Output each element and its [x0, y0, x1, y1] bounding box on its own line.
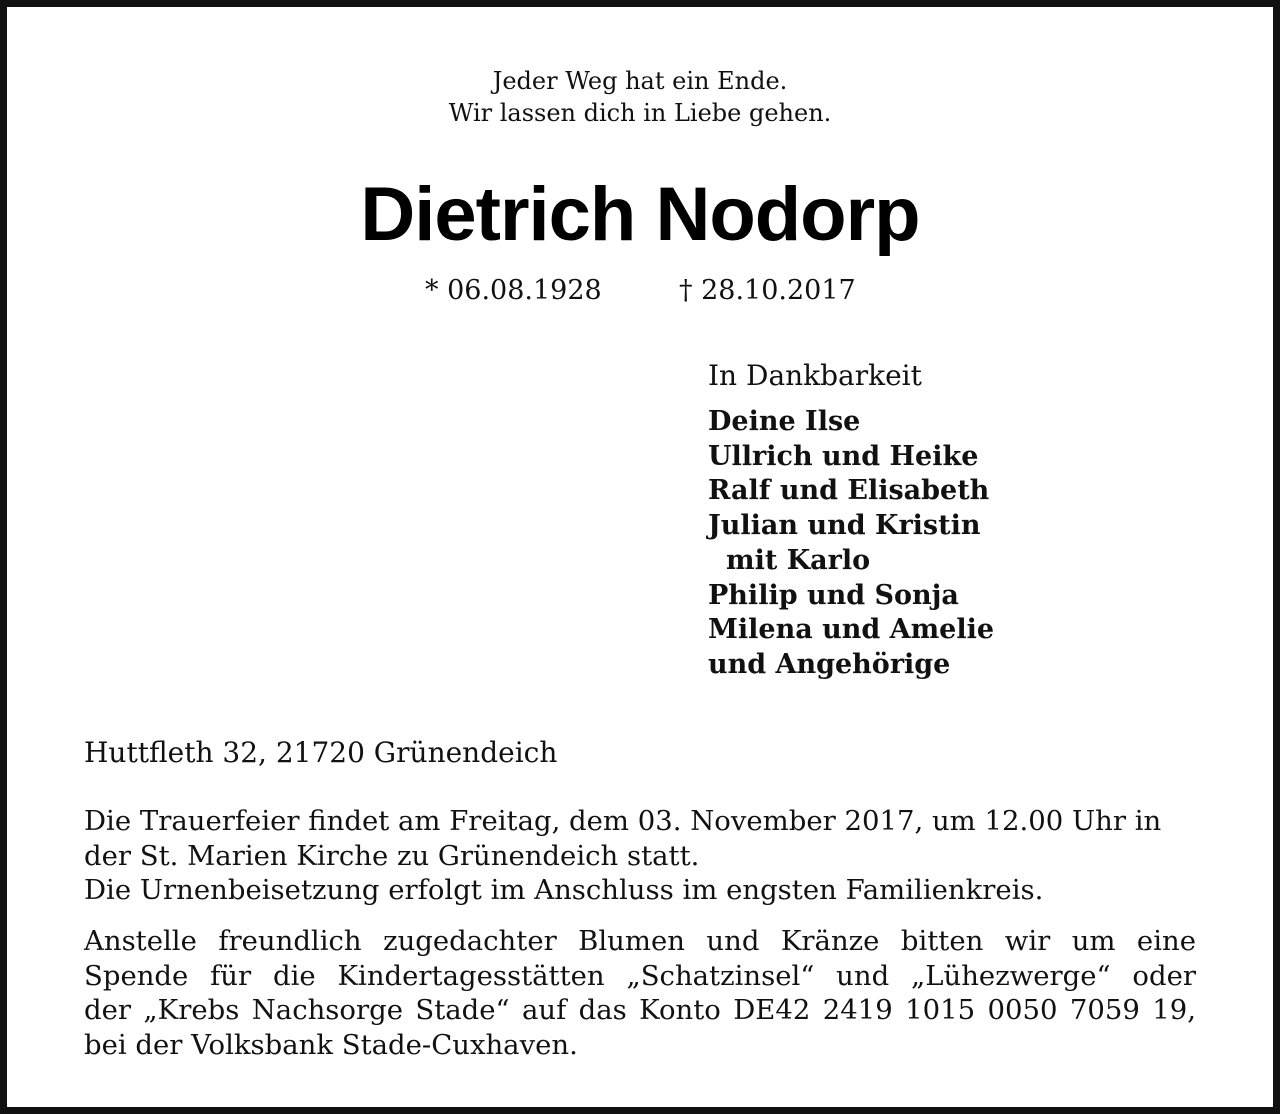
ceremony-line-1: Die Trauerfeier findet am Freitag, dem 03. November 2017, um 12.00 Uhr in — [84, 805, 1162, 837]
donation-paragraph — [84, 924, 1196, 1062]
ceremony-paragraph — [84, 804, 1196, 908]
mourner-item: Deine Ilse — [708, 406, 861, 437]
mourner-item: mit Karlo — [726, 544, 871, 576]
mourner-item: und Angehörige — [708, 648, 951, 680]
mourner-item: Ralf und Elisabeth — [708, 475, 990, 507]
address: Huttfleth 32, 21720 Grünendeich — [84, 736, 558, 769]
mourner-item: Julian und Kristin — [708, 510, 981, 542]
motto-line-2: Wir lassen dich in Liebe gehen. — [448, 99, 832, 127]
ceremony-line-2: der St. Marien Kirche zu Grünendeich statt. — [84, 839, 700, 872]
thanks-heading: In Dankbarkeit — [708, 359, 922, 392]
deceased-name: Dietrich Nodorp — [360, 172, 920, 257]
ceremony-line-3: Die Urnenbeisetzung erfolgt im Anschluss im engsten Familienkreis. — [84, 874, 1044, 906]
motto — [7, 65, 1273, 129]
donation-line-2: Spende für die Kindertagesstätten „Schatzinsel“ und „Lühezwerge“ oder — [84, 959, 1196, 992]
donation-line-3: der „Krebs Nachsorge Stade“ auf das Konto DE42 2419 1015 0050 7059 19, — [84, 994, 1196, 1026]
mourner-item: Ullrich und Heike — [708, 440, 979, 472]
birth-date: * 06.08.1928 — [425, 275, 602, 306]
donation-line-4: bei der Volksbank Stade-Cuxhaven. — [84, 1028, 578, 1061]
mourner-item: Philip und Sonja — [708, 579, 959, 611]
motto-line-1: Jeder Weg hat ein Ende. — [492, 67, 788, 95]
death-date: † 28.10.2017 — [679, 275, 856, 306]
donation-line-1: Anstelle freundlich zugedachter Blumen und Kränze bitten wir um eine — [84, 925, 1196, 957]
mourner-item: Milena und Amelie — [708, 614, 995, 646]
mourners-list — [708, 405, 994, 683]
